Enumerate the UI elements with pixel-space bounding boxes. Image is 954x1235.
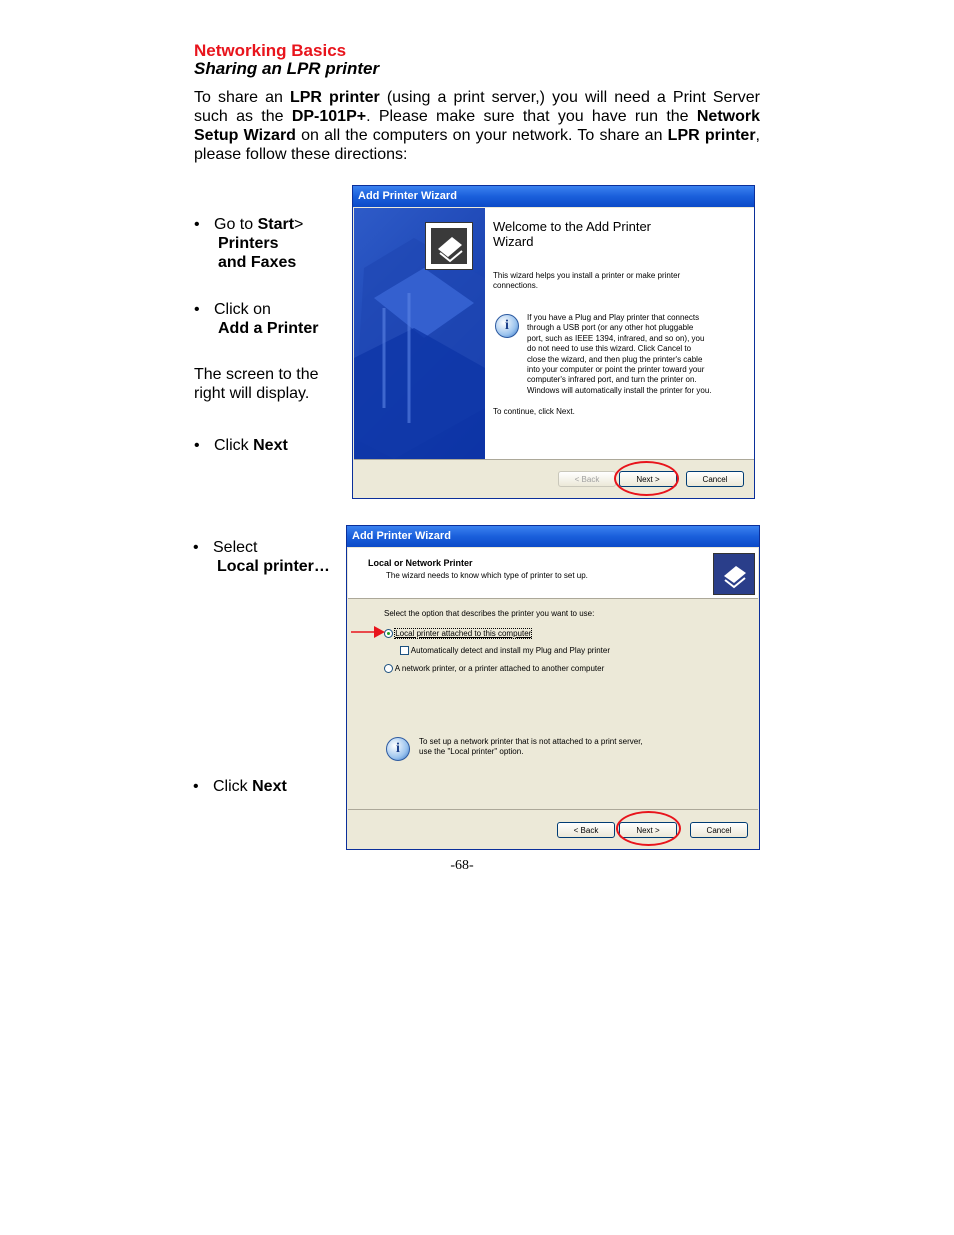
step2-select: [193, 538, 330, 576]
intro-text: To share an: [194, 89, 290, 106]
step-text: Go to: [214, 216, 258, 233]
next-button[interactable]: Next >: [619, 822, 677, 838]
highlight-circle: [616, 811, 681, 846]
section-title: Networking Basics: [194, 41, 347, 60]
info-line: If you have a Plug and Play printer that connects: [527, 313, 700, 322]
desc-line: connections.: [493, 281, 538, 291]
divider: [354, 459, 754, 460]
intro-text: , please follow these directions:: [194, 127, 760, 163]
local-printer-option[interactable]: [384, 629, 531, 639]
intro-text: (using a print server,) you will need a Print Server such as the: [194, 89, 761, 125]
step-text: The screen to the: [194, 366, 319, 383]
welcome-line: Welcome to the Add Printer: [493, 219, 652, 234]
step-text: right will display.: [194, 385, 310, 402]
step-bold: and Faxes: [218, 254, 297, 271]
step1-click-next: [194, 436, 288, 455]
step-text: Click: [214, 437, 254, 454]
info-line: use the "Local printer" option.: [419, 747, 524, 757]
network-printer-option[interactable]: [384, 664, 604, 674]
desc-line: This wizard helps you install a printer or make printer: [493, 271, 681, 280]
step-text: Click on: [214, 301, 271, 318]
printer-icon: [713, 553, 755, 595]
step-text: Select: [213, 539, 258, 556]
intro-bold: Network Setup Wizard: [194, 108, 760, 144]
wizard-header: [348, 548, 758, 598]
step2-click-next: [193, 777, 287, 796]
option-label: Automatically detect and install my Plug and Play printer: [410, 646, 610, 655]
info-icon: i: [495, 314, 519, 338]
step-bold: Add a Printer: [218, 320, 319, 337]
info-line: close the wizard, and then plug the printer's cable: [527, 354, 703, 364]
auto-detect-option[interactable]: [400, 646, 610, 656]
step-bold: Printers: [218, 235, 279, 252]
add-printer-wizard-welcome: [352, 185, 755, 499]
step1-goto: [194, 215, 303, 272]
step-bold: Start: [257, 216, 295, 233]
intro-text: on all the computers on your network. To share an: [295, 127, 668, 144]
back-button[interactable]: < Back: [557, 822, 615, 838]
welcome-heading: [493, 219, 651, 249]
intro-bold: DP-101P+: [291, 108, 367, 125]
option-label: Local printer attached to this computer: [395, 629, 532, 638]
wizard-heading: Local or Network Printer: [368, 558, 473, 568]
wizard-description: [493, 271, 680, 292]
red-arrow-icon: [350, 625, 386, 639]
step-bold: Next: [252, 778, 287, 795]
option-prompt: Select the option that describes the printer you want to use:: [384, 609, 595, 618]
info-icon: i: [386, 737, 410, 761]
info-line: port, such as IEEE 1394, infrared, and so on), you: [527, 333, 705, 343]
step-text: Click: [213, 778, 253, 795]
intro-text: . Please make sure that you have run the: [366, 108, 697, 125]
info-line: Windows will automatically install the printer for you.: [527, 385, 712, 395]
step1-screen-note: [194, 365, 319, 403]
network-printer-radio[interactable]: [384, 664, 393, 673]
topic-title: Sharing an LPR printer: [194, 59, 380, 78]
info-line: into your computer or point the printer toward your: [527, 365, 705, 375]
option-label: A network printer, or a printer attached to another computer: [394, 664, 605, 673]
intro-paragraph: [194, 88, 760, 164]
wizard-titlebar: Add Printer Wizard: [347, 526, 759, 547]
info-text: [527, 313, 712, 396]
next-button[interactable]: Next >: [619, 471, 677, 487]
cancel-button[interactable]: Cancel: [690, 822, 748, 838]
divider: [348, 809, 758, 810]
info-line: do not need to use this wizard. Click Cancel to: [527, 344, 692, 354]
info-text: [419, 737, 643, 758]
add-printer-wizard-local-network: [346, 525, 760, 850]
wizard-content: [485, 208, 754, 459]
step-bold: Local printer…: [217, 558, 330, 575]
highlight-circle: [614, 461, 679, 496]
intro-bold: LPR printer: [667, 127, 756, 144]
wizard-titlebar: Add Printer Wizard: [353, 186, 754, 207]
printer-icon: [425, 222, 473, 270]
info-line: To set up a network printer that is not attached to a print server,: [419, 737, 643, 746]
continue-text: To continue, click Next.: [493, 407, 575, 416]
step-text: >: [294, 216, 304, 233]
cancel-button[interactable]: Cancel: [686, 471, 744, 487]
step1-clickon: [194, 300, 318, 338]
intro-bold: LPR printer: [289, 89, 380, 106]
divider: [348, 598, 758, 599]
welcome-line: Wizard: [493, 234, 534, 249]
wizard-subheading: The wizard needs to know which type of printer to set up.: [386, 571, 588, 580]
info-line: computer's infrared port, and turn the printer on.: [527, 375, 697, 385]
auto-detect-checkbox[interactable]: [400, 646, 409, 655]
back-button[interactable]: < Back: [558, 471, 616, 487]
page-number: -68-: [450, 858, 474, 873]
step-bold: Next: [253, 437, 288, 454]
info-line: through a USB port (or any other hot pluggable: [527, 323, 694, 333]
